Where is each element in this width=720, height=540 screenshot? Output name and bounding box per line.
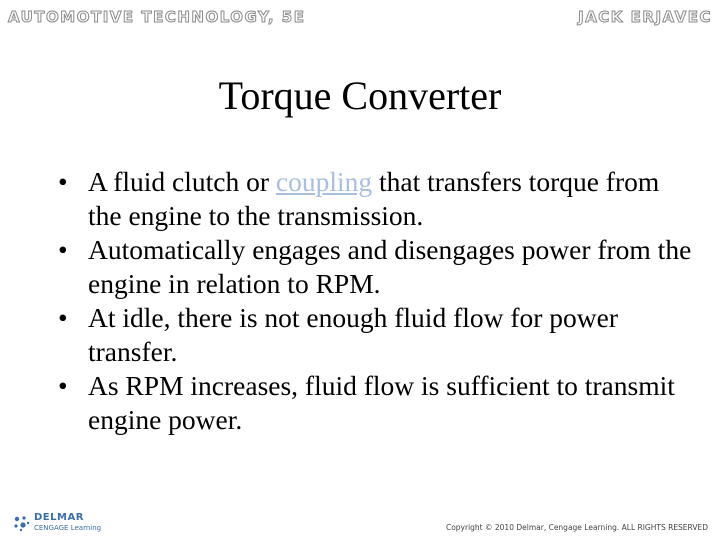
bullet-list: [58, 165, 698, 437]
copyright-notice: Copyright © 2010 Delmar, Cengage Learning. ALL RIGHTS RESERVED: [445, 523, 708, 532]
bullet-marker: •: [58, 234, 68, 265]
bullet-text-after: that transfers torque from the engine to the transmission.: [88, 166, 660, 231]
header-book-title: AUTOMOTIVE TECHNOLOGY, 5E: [8, 8, 306, 26]
logo-text-cengage: CENGAGE Learning: [34, 524, 102, 532]
header-author: JACK ERJAVEC: [578, 8, 712, 26]
bullet-text-before: A fluid clutch or: [88, 166, 276, 197]
coupling-link[interactable]: coupling: [275, 166, 373, 197]
bullet-text: As RPM increases, fluid flow is sufficient to transmit engine power.: [88, 370, 675, 435]
bullet-item: [58, 301, 698, 369]
bullet-marker: •: [58, 302, 68, 333]
delmar-logo-icon: [12, 514, 30, 532]
bullet-item: [58, 165, 698, 233]
bullet-item: [58, 233, 698, 301]
delmar-logo: [12, 510, 102, 536]
bullet-text: Automatically engages and disengages power from the engine in relation to RPM.: [88, 234, 692, 299]
logo-text-delmar: DELMAR: [34, 512, 84, 523]
slide-title: Torque Converter: [218, 73, 502, 118]
bullet-marker: •: [58, 166, 68, 197]
bullet-text: At idle, there is not enough fluid flow for power transfer.: [88, 302, 619, 367]
bullet-marker: •: [58, 370, 68, 401]
bullet-item: [58, 369, 698, 437]
